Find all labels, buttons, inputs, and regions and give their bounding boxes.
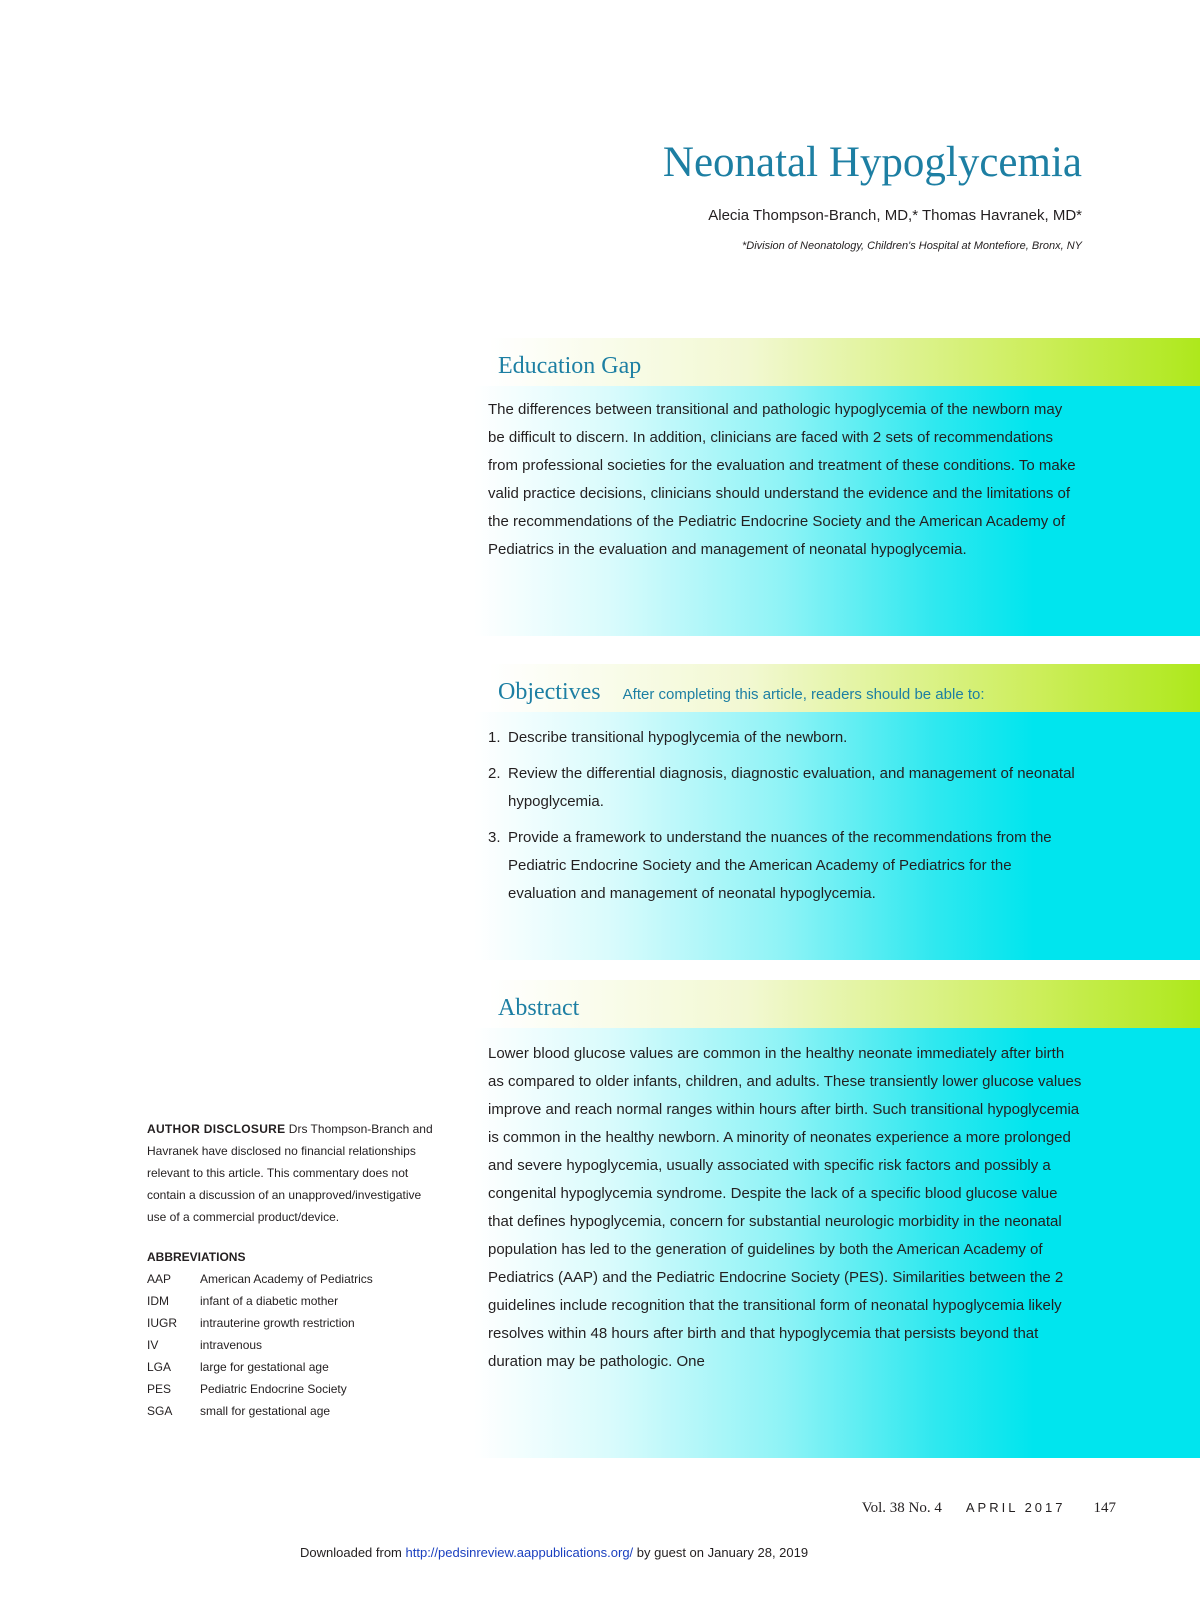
abbreviation-row (147, 1378, 437, 1400)
objectives-heading (498, 679, 985, 706)
abbreviation-row (147, 1290, 437, 1312)
education-gap-body (444, 386, 1200, 636)
education-gap-heading: Education Gap (498, 353, 642, 379)
objective-text: Provide a framework to understand the nuances of the recommendations from the Pediatric Endocrine Society and the American Academy of Pediatrics for the evaluation and management of neonatal hypoglycemia. (508, 829, 1052, 902)
affiliation: *Division of Neonatology, Children's Hospital at Montefiore, Bronx, NY (741, 240, 1082, 252)
abbreviation: PES (147, 1382, 172, 1396)
education-gap-text: The differences between transitional and pathologic hypoglycemia of the newborn may be difficult to discern. In addition, clinicians are faced with 2 sets of recommendations from professional societies for the evaluation and treatment of these conditions. To make valid practice decisions, clinicians should understand the evidence and the limitations of the recommendations of the Pediatric Endocrine Society and the American Academy of Pediatrics in the evaluation and management of neonatal hypoglycemia. (488, 401, 1076, 558)
page-number: 147 (1093, 1500, 1116, 1516)
abbreviation: IUGR (147, 1316, 177, 1330)
abbreviation-meaning: small for gestational age (200, 1404, 331, 1418)
abstract-header (444, 980, 1200, 1028)
abbreviation-meaning: intravenous (200, 1338, 263, 1352)
disclosure-text: Drs Thompson-Branch and Havranek have disclosed no financial relationships relevant to this article. This commentary does not contain a discussion of an unapproved/investigative use of a commercial product/device. (147, 1122, 433, 1224)
abstract-body (444, 1028, 1200, 1458)
download-suffix: by guest on January 28, 2019 (636, 1545, 809, 1560)
author-disclosure (147, 1118, 437, 1228)
objectives-title: Objectives (498, 679, 601, 705)
article-title: Neonatal Hypoglycemia (662, 139, 1082, 186)
download-prefix: Downloaded from (300, 1545, 402, 1560)
objective-text: Describe transitional hypoglycemia of the newborn. (508, 729, 848, 746)
abstract-text: Lower blood glucose values are common in the healthy neonate immediately after birth as compared to older infants, children, and adults. These transiently lower glucose values improve and reach normal ranges within hours after birth. Such transitional hypoglycemia is common in the healthy newborn. A minority of neonates experience a more prolonged and severe hypoglycemia, usually associated with specific risk factors and possibly a congenital hypoglycemia syndrome. Despite the lack of a specific blood glucose value that defines hypoglycemia, concern for substantial neurologic morbidity in the neonatal population has led to the generation of guidelines by both the American Academy of Pediatrics (AAP) and the Pediatric Endocrine Society (PES). Similarities between the 2 guidelines include recognition that the transitional form of neonatal hypoglycemia likely resolves within 48 hours after birth and that hypoglycemia that persists beyond that duration may be pathologic. One (488, 1045, 1082, 1370)
abbreviations-heading: ABBREVIATIONS (147, 1250, 246, 1264)
abstract-panel (444, 980, 1200, 1458)
abbreviation-meaning: American Academy of Pediatrics (200, 1272, 373, 1286)
objective-item (488, 824, 1082, 908)
issue-date: APRIL 2017 (965, 1500, 1066, 1515)
objectives-subheading: After completing this article, readers should be able to: (622, 686, 985, 703)
abbreviation-meaning: Pediatric Endocrine Society (200, 1382, 347, 1396)
download-link[interactable]: http://pedsinreview.aappublications.org/ (405, 1545, 634, 1560)
objectives-panel (444, 664, 1200, 960)
objectives-list (488, 724, 1082, 908)
objectives-header (444, 664, 1200, 712)
abbreviation: SGA (147, 1404, 173, 1418)
abbreviation: LGA (147, 1360, 172, 1374)
objective-item (488, 724, 1082, 752)
disclosure-label: AUTHOR DISCLOSURE (147, 1122, 286, 1136)
abbreviation-meaning: intrauterine growth restriction (200, 1316, 355, 1330)
abbreviation-row (147, 1334, 437, 1356)
volume-issue: Vol. 38 No. 4 (861, 1500, 942, 1516)
abbreviation: IV (147, 1338, 159, 1352)
sidebar (147, 1118, 437, 1422)
abstract-heading: Abstract (498, 995, 580, 1021)
abbreviation-row (147, 1312, 437, 1334)
objective-item (488, 760, 1082, 816)
objectives-body (444, 712, 1200, 960)
abbreviation-row (147, 1356, 437, 1378)
authors: Alecia Thompson-Branch, MD,* Thomas Havranek, MD* (708, 207, 1082, 224)
objective-text: Review the differential diagnosis, diagnostic evaluation, and management of neonatal hypoglycemia. (508, 765, 1075, 810)
education-gap-header (444, 338, 1200, 386)
journal-footer (862, 1500, 1116, 1517)
education-gap-panel (444, 338, 1200, 636)
abbreviations-list (147, 1268, 437, 1422)
abbreviation-row (147, 1268, 437, 1290)
objective-number: 3. (488, 829, 501, 846)
abbreviation-meaning: infant of a diabetic mother (200, 1294, 339, 1308)
abbreviation: AAP (147, 1272, 172, 1286)
abbreviation-meaning: large for gestational age (200, 1360, 329, 1374)
abbreviation: IDM (147, 1294, 169, 1308)
objective-number: 2. (488, 765, 501, 782)
abbreviation-row (147, 1400, 437, 1422)
download-line (300, 1545, 808, 1560)
objective-number: 1. (488, 729, 501, 746)
